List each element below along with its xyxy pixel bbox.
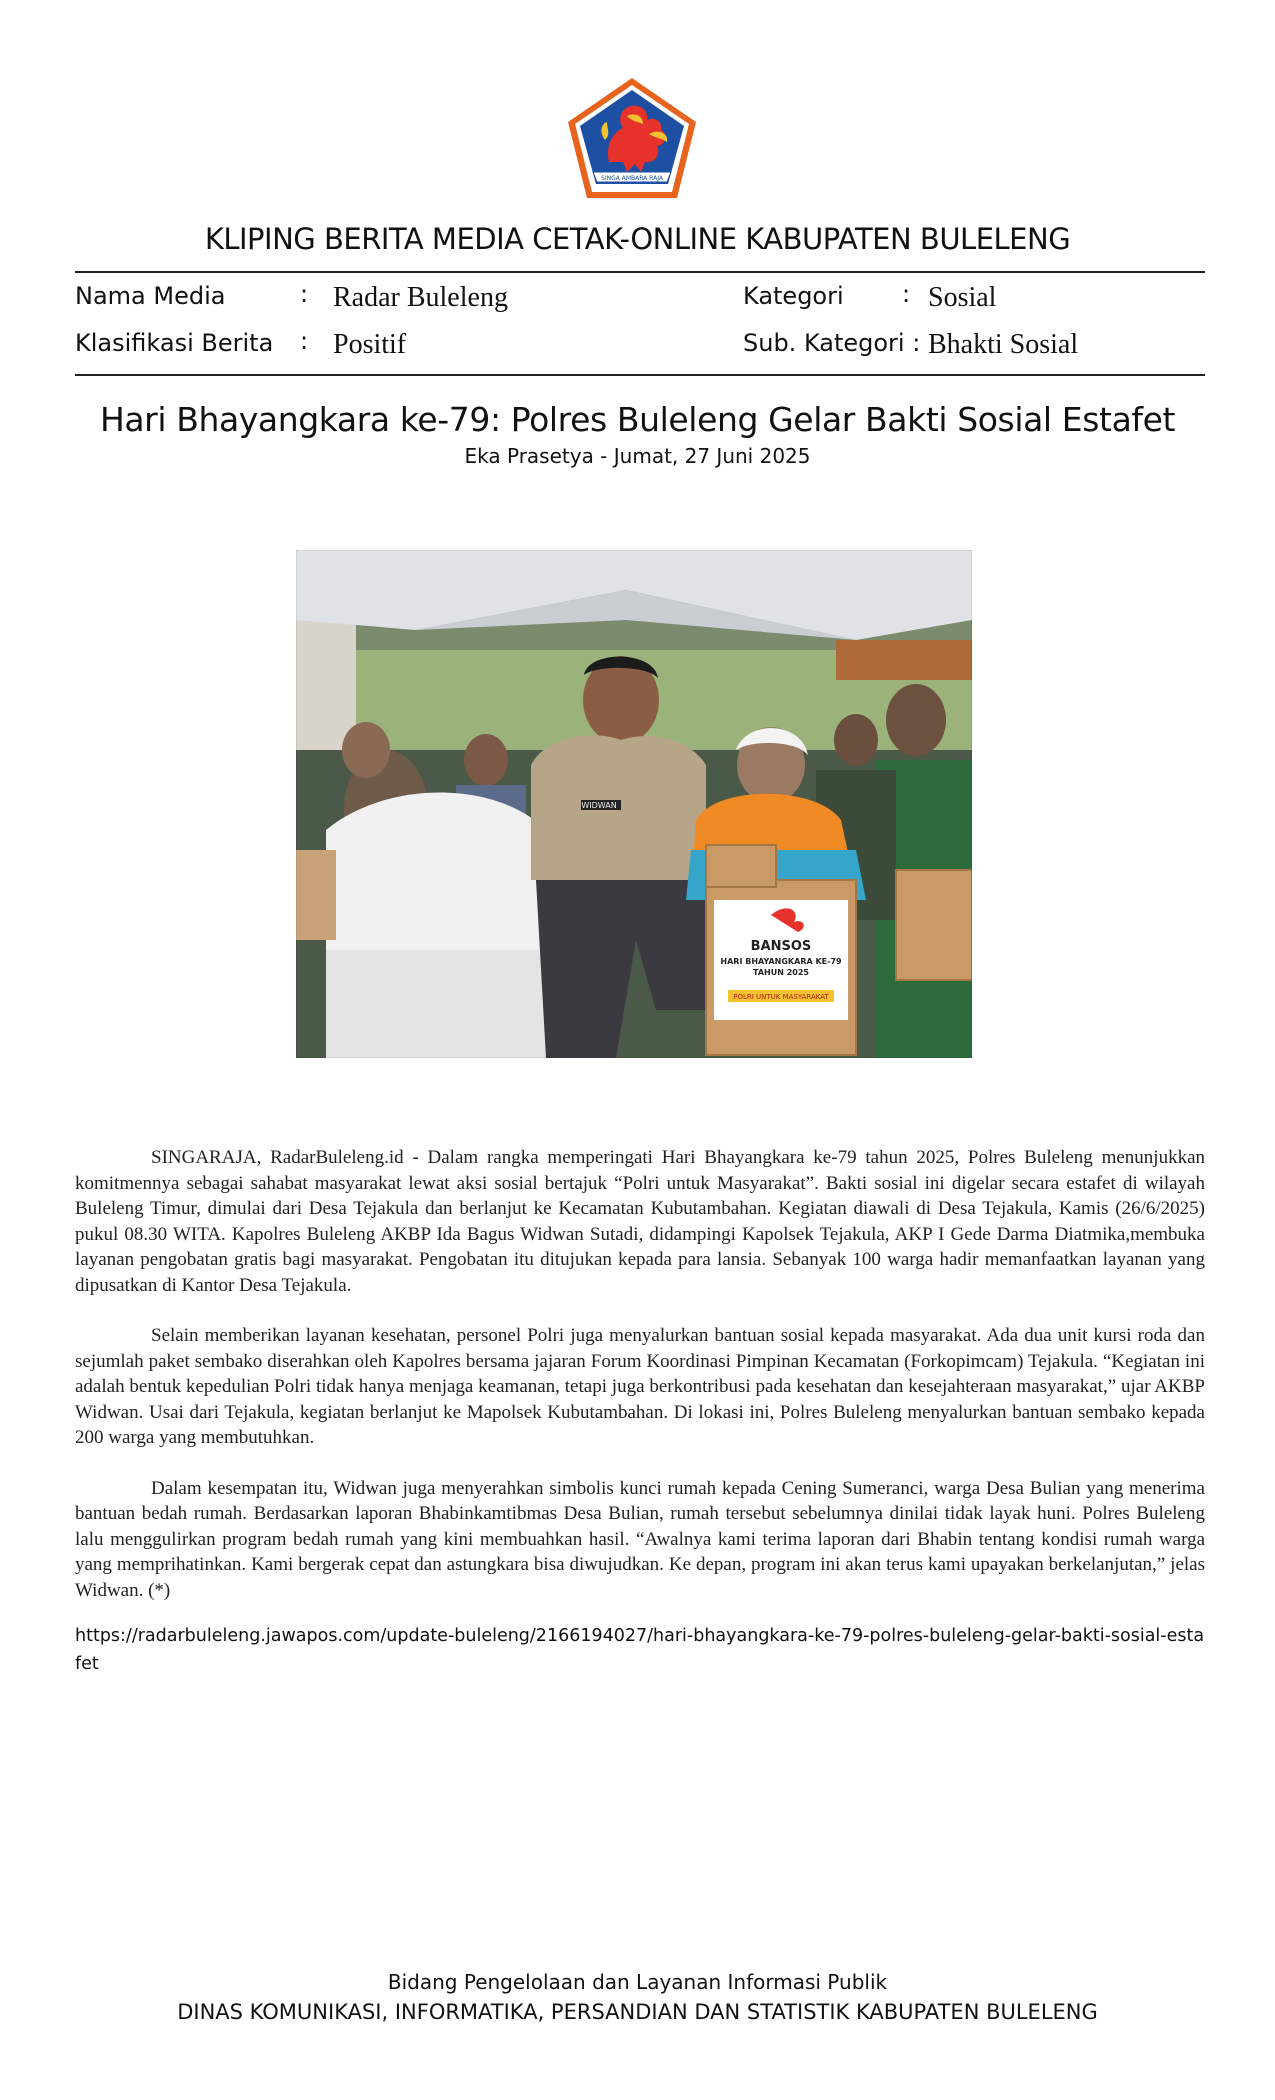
- document-header-title: KLIPING BERITA MEDIA CETAK-ONLINE KABUPATEN BULELENG: [204, 222, 1071, 256]
- photo-box-label-4: POLRI UNTUK MASYARAKAT: [733, 993, 829, 1001]
- article-byline: Eka Prasetya - Jumat, 27 Juni 2025: [464, 444, 811, 468]
- footer-department: Bidang Pengelolaan dan Layanan Informasi Publik: [387, 1970, 888, 1994]
- klasifikasi-separator: :: [300, 327, 309, 355]
- nama-media-value: Radar Buleleng: [333, 282, 508, 313]
- nama-media-label: Nama Media: [75, 282, 226, 310]
- sub-kategori-label: Sub. Kategori :: [743, 329, 921, 357]
- article-photo: [296, 550, 972, 1058]
- sub-kategori-value: Bhakti Sosial: [928, 329, 1079, 360]
- article-paragraph: Dalam kesempatan itu, Widwan juga menyerahkan simbolis kunci rumah kepada Cening Sumeranci, warga Desa Bulian yang menerima bantuan bedah rumah. Berdasarkan laporan Bhabinkamtibmas Desa Bulian, rumah tersebut sebelumnya dinilai tidak layak huni. Polres Buleleng lalu menggulirkan program bedah rumah yang kini membuahkan hasil. “Awalnya kami terima laporan dari Bhabin tentang kondisi rumah warga yang memprihatinkan. Kami bergerak cepat dan astungkara bisa diwujudkan. Ke depan, program ini akan terus kami upayakan berkelanjutan,” jelas Widwan. (*): [75, 1477, 1205, 1601]
- photo-name-badge: WIDWAN: [581, 801, 617, 810]
- source-url-link[interactable]: https://radarbuleleng.jawapos.com/update-buleleng/2166194027/hari-bhayangkara-ke-79-polres-buleleng-gelar-bakti-sosial-estafet: [75, 1626, 1205, 1674]
- article-body: [75, 1145, 1205, 1628]
- footer-agency: DINAS KOMUNIKASI, INFORMATIKA, PERSANDIAN DAN STATISTIK KABUPATEN BULELENG: [177, 2000, 1098, 2024]
- header-top-divider: [75, 271, 1205, 273]
- meta-bottom-divider: [75, 374, 1205, 376]
- kategori-separator: :: [902, 280, 911, 308]
- article-paragraph: SINGARAJA, RadarBuleleng.id - Dalam rangka memperingati Hari Bhayangkara ke-79 tahun 2025, Polres Buleleng menunjukkan komitmennya sebagai sahabat masyarakat lewat aksi sosial bertajuk “Polri untuk Masyarakat”. Bakti sosial ini digelar secara estafet di wilayah Buleleng Timur, dimulai dari Desa Tejakula dan berlanjut ke Kecamatan Kubutambahan. Kegiatan diawali di Desa Tejakula, Kamis (26/6/2025) pukul 08.30 WITA. Kapolres Buleleng AKBP Ida Bagus Widwan Sutadi, didampingi Kapolsek Tejakula, AKP I Gede Darma Diatmika,membuka layanan pengobatan gratis bagi masyarakat. Pengobatan itu ditujukan kepada para lansia. Sebanyak 100 warga hadir memanfaatkan layanan yang dipusatkan di Kantor Desa Tejakula.: [75, 1147, 1205, 1296]
- klasifikasi-value: Positif: [333, 329, 407, 360]
- article-headline: Hari Bhayangkara ke-79: Polres Buleleng Gelar Bakti Sosial Estafet: [99, 400, 1176, 439]
- kategori-label: Kategori: [743, 282, 844, 310]
- nama-media-separator: :: [300, 280, 309, 308]
- emblem-motto: SINGA AMBARA RAJA: [601, 175, 663, 182]
- photo-box-label-2: HARI BHAYANGKARA KE-79: [720, 957, 842, 966]
- photo-box-label-3: TAHUN 2025: [753, 968, 809, 977]
- kategori-value: Sosial: [928, 282, 997, 313]
- kabupaten-buleleng-emblem: [565, 76, 699, 200]
- photo-box-label-1: BANSOS: [750, 939, 812, 954]
- klasifikasi-label: Klasifikasi Berita: [75, 329, 274, 357]
- article-paragraph: Selain memberikan layanan kesehatan, personel Polri juga menyalurkan bantuan sosial kepada masyarakat. Ada dua unit kursi roda dan sejumlah paket sembako diserahkan oleh Kapolres bersama jajaran Forum Koordinasi Pimpinan Kecamatan (Forkopimcam) Tejakula. “Kegiatan ini adalah bentuk kepedulian Polri tidak hanya menjaga keamanan, tetapi juga berkontribusi pada kesehatan dan kesejahteraan masyarakat,” ujar AKBP Widwan. Usai dari Tejakula, kegiatan berlanjut ke Mapolsek Kubutambahan. Di lokasi ini, Polres Buleleng menyalurkan bantuan sembako kepada 200 warga yang membutuhkan.: [75, 1325, 1205, 1448]
